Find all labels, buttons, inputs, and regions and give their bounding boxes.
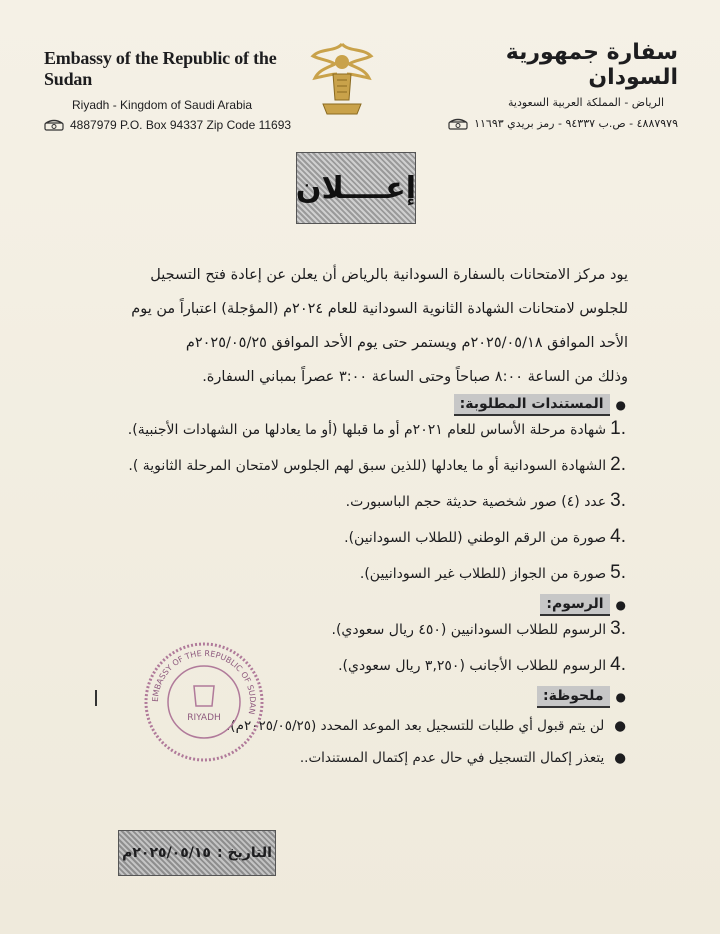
stamp-center-text: RIYADH — [187, 713, 221, 723]
date-box — [118, 830, 276, 876]
official-stamp — [142, 640, 266, 764]
list-item — [86, 418, 626, 454]
fees-heading — [540, 594, 626, 616]
header-english — [44, 48, 294, 132]
stamp-ring-text: EMBASSY OF THE REPUBLIC OF SUDAN — [150, 648, 258, 716]
notes-heading — [537, 686, 626, 708]
list-item — [86, 526, 626, 562]
documents-heading — [454, 394, 626, 416]
announcement-body — [94, 258, 628, 394]
bullet-icon: ● — [615, 690, 626, 704]
contact-text-arabic: ٤٨٨٧٩٧٩ - ص.ب ٩٤٣٣٧ - رمز بريدي ١١٦٩٣ — [474, 117, 678, 130]
announcement-title-box — [296, 152, 416, 224]
item-text: الشهادة السودانية أو ما يعادلها (للذين سبق لهم الجلوس لامتحان المرحلة الثانوية ). — [128, 458, 607, 474]
item-number: 3. — [610, 490, 626, 511]
date-value: ٢٠٢٥/٠٥/١٥م — [122, 845, 211, 861]
item-number: 3. — [610, 618, 626, 639]
announcement-title: إعــــلان — [295, 170, 417, 206]
embassy-contact-arabic — [428, 117, 678, 130]
item-text: الرسوم للطلاب الأجانب (٣,٢٥٠ ريال سعودي). — [338, 658, 607, 674]
embassy-location-english: Riyadh - Kingdom of Saudi Arabia — [72, 98, 253, 112]
bullet-icon: ● — [615, 598, 626, 612]
item-number: 5. — [610, 562, 626, 583]
item-text: شهادة مرحلة الأساس للعام ٢٠٢١م أو ما قبلها (أو ما يعادلها من الشهادات الأجنبية). — [127, 422, 607, 438]
body-line: للجلوس لامتحانات الشهادة الثانوية السودانية للعام ٢٠٢٤م (المؤجلة) اعتباراً من يوم — [131, 301, 628, 317]
body-line: الأحد الموافق ٢٠٢٥/٠٥/١٨م ويستمر حتى يوم الأحد الموافق ٢٠٢٥/٠٥/٢٥م — [185, 335, 628, 351]
body-line: يود مركز الامتحانات بالسفارة السودانية بالرياض أن يعلن عن إعادة فتح التسجيل — [150, 267, 628, 283]
item-text: صورة من الرقم الوطني (للطلاب السودانين). — [344, 530, 607, 546]
telephone-icon — [44, 119, 64, 131]
embassy-title-english: Embassy of the Republic of the Sudan — [44, 48, 277, 89]
fees-heading-label: الرسوم: — [540, 594, 609, 616]
embassy-title-arabic: سفارة جمهورية السودان — [505, 40, 678, 90]
documents-list — [86, 418, 626, 598]
list-item — [86, 562, 626, 598]
note-text: يتعذر إكمال التسجيل في حال عدم إكتمال المستندات.. — [299, 750, 605, 766]
note-text: لن يتم قبول أي طلبات للتسجيل بعد الموعد المحدد (٢٠٢٥/٠٥/٢٥م). — [226, 718, 605, 734]
item-number: 1. — [610, 418, 626, 439]
telephone-icon — [448, 118, 468, 130]
item-number: 2. — [610, 454, 626, 475]
sudan-emblem-icon — [307, 34, 377, 124]
list-item — [86, 454, 626, 490]
header-arabic — [428, 40, 678, 130]
margin-mark — [95, 690, 97, 706]
item-number: 4. — [610, 654, 626, 675]
bullet-icon: ● — [615, 398, 626, 412]
item-text: الرسوم للطلاب السودانيين (٤٥٠ ريال سعودي). — [331, 622, 607, 638]
notes-heading-label: ملحوظة: — [537, 686, 610, 708]
bullet-icon: ● — [614, 718, 626, 734]
item-text: عدد (٤) صور شخصية حديثة حجم الباسبورت. — [345, 494, 607, 510]
date-label: التاريخ : — [216, 845, 272, 861]
bullet-icon: ● — [614, 750, 626, 766]
embassy-contact-english — [44, 118, 294, 132]
contact-text-english: 4887979 P.O. Box 94337 Zip Code 11693 — [70, 118, 292, 132]
documents-heading-label: المستندات المطلوبة: — [454, 394, 610, 416]
item-number: 4. — [610, 526, 626, 547]
svg-text:EMBASSY OF THE REPUBLIC OF SUD — [151, 649, 257, 715]
embassy-location-arabic: الرياض - المملكة العربية السعودية — [507, 96, 664, 109]
body-line: وذلك من الساعة ٨:٠٠ صباحاً وحتى الساعة ٣:٠٠ عصراً بمباني السفارة. — [202, 369, 628, 385]
item-text: صورة من الجواز (للطلاب غير السودانيين). — [359, 566, 607, 582]
list-item — [86, 490, 626, 526]
